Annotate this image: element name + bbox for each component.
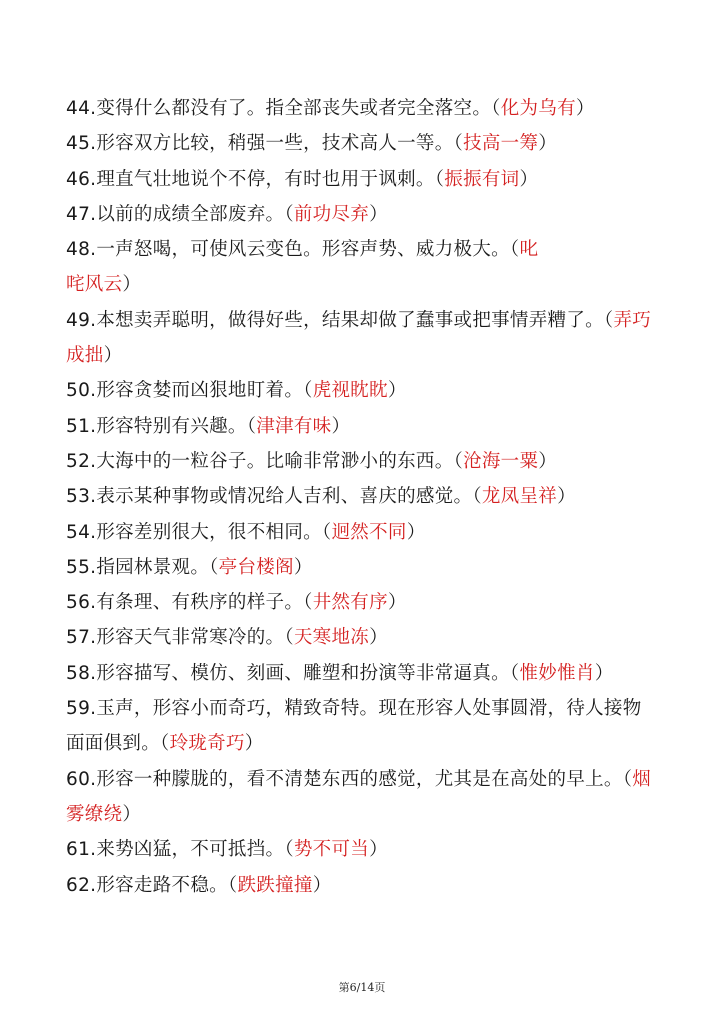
definition-text: 57.形容天气非常寒冷的。（ — [66, 627, 294, 649]
idiom-item — [66, 197, 666, 232]
definition-text: ） — [387, 592, 407, 614]
text-line — [66, 515, 666, 550]
text-line — [66, 91, 666, 126]
idiom-answer: 烟 — [632, 768, 652, 790]
definition-text: 51.形容特别有兴趣。（ — [66, 415, 257, 437]
text-line — [66, 585, 666, 620]
definition-text: ） — [387, 380, 407, 402]
text-line — [66, 620, 666, 655]
definition-text: 47.以前的成绩全部废弃。（ — [66, 203, 294, 225]
definition-text: 53.表示某种事物或情况给人吉利、喜庆的感觉。（ — [66, 486, 482, 508]
idiom-item — [66, 868, 666, 903]
definition-text: 60.形容一种朦胧的，看不清楚东西的感觉，尤其是在高处的早上。（ — [66, 768, 633, 790]
idiom-answer: 前功尽弃 — [293, 203, 370, 225]
idiom-item — [66, 162, 666, 197]
idiom-item — [66, 479, 666, 514]
idiom-item — [66, 762, 666, 833]
idiom-answer: 雾缭绕 — [66, 803, 123, 825]
text-line — [66, 338, 666, 373]
definition-text: ） — [244, 733, 264, 755]
definition-text: ） — [331, 415, 351, 437]
idiom-answer: 龙凤呈祥 — [481, 486, 558, 508]
definition-text: ） — [369, 839, 388, 861]
page-number: 第6/14页 — [338, 981, 386, 994]
idiom-answer: 叱 — [519, 239, 539, 261]
idiom-item — [66, 303, 666, 374]
definition-text: 55.指园林景观。（ — [66, 556, 219, 578]
idiom-answer: 虎视眈眈 — [312, 380, 388, 402]
idiom-answer: 弄巧 — [613, 309, 652, 331]
text-line — [66, 797, 666, 832]
idiom-answer: 玲珑奇巧 — [169, 733, 245, 755]
idiom-item — [66, 409, 666, 444]
idiom-answer: 井然有序 — [312, 592, 388, 614]
definition-text: ） — [122, 274, 142, 296]
definition-text: 54.形容差别很大，很不相同。（ — [66, 521, 332, 543]
definition-text: 58.形容描写、模仿、刻画、雕塑和扮演等非常逼真。（ — [66, 662, 520, 684]
idiom-item — [66, 373, 666, 408]
definition-text: ） — [103, 345, 123, 367]
idiom-item — [66, 832, 666, 867]
definition-text: 56.有条理、有秩序的样子。（ — [66, 592, 313, 614]
definition-text: ） — [575, 98, 595, 119]
idiom-answer: 技高一筹 — [463, 133, 539, 155]
definition-text: ） — [312, 874, 332, 896]
definition-text: ） — [369, 627, 388, 649]
definition-text: ） — [369, 203, 388, 225]
text-line — [66, 197, 666, 232]
idiom-item — [66, 656, 666, 691]
idiom-list — [66, 91, 666, 903]
definition-text: 62.形容走路不稳。（ — [66, 874, 238, 896]
text-line — [66, 550, 666, 585]
text-line — [66, 479, 666, 514]
text-line — [66, 444, 666, 479]
definition-text: ） — [122, 803, 142, 825]
definition-text: 52.大海中的一粒谷子。比喻非常渺小的东西。（ — [66, 450, 464, 472]
idiom-answer: 迥然不同 — [331, 521, 407, 543]
idiom-answer: 津津有味 — [256, 415, 332, 437]
idiom-answer: 天寒地冻 — [293, 627, 370, 649]
idiom-item — [66, 620, 666, 655]
text-line — [66, 373, 666, 408]
idiom-answer: 势不可当 — [293, 839, 370, 861]
definition-text: ） — [519, 168, 539, 190]
idiom-item — [66, 444, 666, 479]
text-line — [66, 762, 666, 797]
definition-text: 45.形容双方比较，稍强一些，技术高人一等。（ — [66, 133, 464, 155]
definition-text: 61.来势凶猛，不可抵挡。（ — [66, 839, 294, 861]
definition-text: 44.变得什么都没有了。指全部丧失或者完全落空。（ — [66, 98, 501, 119]
idiom-answer: 惟妙惟肖 — [519, 662, 595, 684]
definition-text: 49.本想卖弄聪明，做得好些，结果却做了蠢事或把事情弄糟了。（ — [66, 309, 614, 331]
definition-text: ） — [557, 486, 576, 508]
text-line — [66, 162, 666, 197]
text-line — [66, 232, 666, 267]
idiom-item — [66, 232, 666, 303]
text-line — [66, 868, 666, 903]
text-line — [66, 691, 666, 726]
idiom-item — [66, 691, 666, 762]
text-line — [66, 832, 666, 867]
idiom-answer: 振振有词 — [444, 168, 520, 190]
idiom-answer: 沧海一粟 — [463, 450, 539, 472]
text-line — [66, 303, 666, 338]
definition-text: 50.形容贪婪而凶狠地盯着。（ — [66, 380, 313, 402]
idiom-item — [66, 91, 666, 126]
idiom-item — [66, 515, 666, 550]
text-line — [66, 726, 666, 761]
definition-text: ） — [538, 133, 558, 155]
text-line — [66, 656, 666, 691]
definition-text: 48.一声怒喝，可使风云变色。形容声势、威力极大。（ — [66, 239, 520, 261]
definition-text: ） — [293, 556, 313, 578]
definition-text: 46.理直气壮地说个不停，有时也用于讽刺。（ — [66, 168, 445, 190]
idiom-answer: 跌跌撞撞 — [237, 874, 313, 896]
idiom-answer: 咤风云 — [66, 274, 123, 296]
definition-text: ） — [406, 521, 426, 543]
idiom-answer: 亭台楼阁 — [218, 556, 294, 578]
idiom-answer: 化为乌有 — [500, 98, 576, 119]
definition-text: ） — [538, 450, 558, 472]
text-line — [66, 126, 666, 161]
definition-text: ） — [594, 662, 614, 684]
definition-text: 59.玉声，形容小而奇巧，精致奇特。现在形容人处事圆滑，待人接物 — [66, 698, 642, 720]
definition-text: 面面俱到。（ — [66, 733, 170, 755]
idiom-item — [66, 126, 666, 161]
text-line — [66, 267, 666, 302]
text-line — [66, 409, 666, 444]
idiom-item — [66, 550, 666, 585]
idiom-item — [66, 585, 666, 620]
idiom-answer: 成拙 — [66, 345, 104, 367]
